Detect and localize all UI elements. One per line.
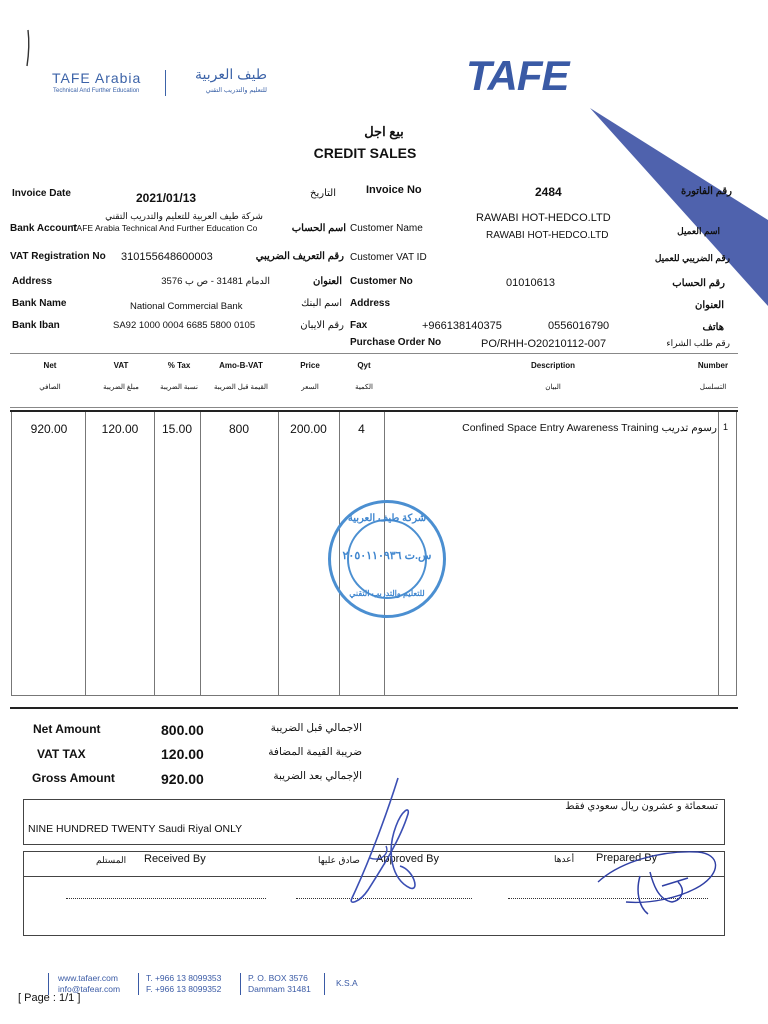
gross-amount-label: Gross Amount (32, 771, 115, 785)
row-amo: 800 (228, 422, 250, 436)
row-description: Confined Space Entry Awareness Training رسوم تدريب (462, 422, 717, 434)
col-header-description: Description البيان (530, 361, 575, 391)
logo-text-ar: طيف العربية (194, 66, 267, 82)
pen-mark (22, 28, 34, 68)
footer-email: info@tafear.com (58, 984, 121, 994)
bank-name-label: Bank Name (12, 298, 67, 309)
customer-no-ar: رقم الحساب (672, 278, 725, 289)
invoice-no: 2484 (535, 185, 562, 199)
customer-name-ar: اسم العميل (677, 226, 720, 236)
table-row (11, 422, 737, 440)
footer-tel: T. +966 13 8099353 (146, 973, 222, 983)
vat-tax-ar: ضريبة القيمة المضافة (268, 746, 362, 758)
vat-tax-value: 120.00 (161, 746, 204, 762)
address-value: الدمام 31481 - ص ب 3576 (161, 276, 270, 287)
logo-divider (165, 70, 166, 96)
row-vat: 120.00 (101, 422, 139, 436)
footer-pobox: P. O. BOX 3576 (248, 973, 308, 983)
prepared-by-ar: أعدها (554, 854, 575, 864)
customer-name-2: RAWABI HOT-HEDCO.LTD (486, 230, 609, 241)
stamp-text-middle: س.ت ٢٠٥٠١١٠٩٣٦ (342, 550, 432, 562)
vat-reg: 310155648600003 (121, 251, 213, 263)
logo-subtext-ar: للتعليم والتدريب التقني (205, 87, 267, 94)
totals-rule (10, 707, 738, 709)
bank-account-value: TAFE Arabia Technical And Further Education Co (72, 223, 258, 233)
bank-account-ar: اسم الحساب (291, 223, 346, 234)
received-by-label: Received By (144, 853, 206, 865)
bank-name-ar: اسم البنك (301, 298, 342, 309)
row-net: 920.00 (30, 422, 68, 436)
customer-name-label: Customer Name (350, 223, 423, 234)
po-number: PO/RHH-O20210112-007 (481, 338, 607, 350)
footer-country: K.S.A (336, 978, 358, 988)
col-header-qty: Qyt الكمية (355, 361, 373, 391)
iban-label: Bank Iban (12, 320, 60, 331)
gross-amount-value: 920.00 (161, 771, 204, 787)
bank-name: National Commercial Bank (130, 301, 243, 312)
invoice-no-ar: رقم الفاتورة (681, 186, 732, 197)
iban-ar: رقم الايبان (300, 320, 344, 331)
address2-label: Address (350, 298, 391, 309)
company-stamp (328, 500, 446, 618)
invoice-no-label: Invoice No (366, 184, 422, 196)
customer-name-1: RAWABI HOT-HEDCO.LTD (476, 212, 611, 224)
col-header-vat: VAT مبلغ الضريبة (103, 361, 139, 391)
address-label: Address (12, 276, 53, 287)
customer-vat-label: Customer VAT ID (350, 252, 427, 263)
approved-signature (330, 770, 440, 920)
gross-amount-ar: الإجمالي بعد الضريبة (273, 770, 362, 782)
address2-ar: العنوان (695, 300, 724, 311)
address-ar: العنوان (313, 276, 342, 287)
bank-account-ar-value: شركة طيف العربية للتعليم والتدريب التقني (105, 211, 263, 221)
po-label: Purchase Order No (350, 337, 442, 348)
table-header-rule (10, 407, 738, 408)
footer-fax: F. +966 13 8099352 (146, 984, 222, 994)
invoice-date: 2021/01/13 (136, 191, 197, 205)
fax: +966138140375 (422, 320, 502, 332)
table-top-rule (10, 353, 738, 354)
received-signature-line (66, 898, 266, 899)
prepared-by-label: Prepared By (596, 852, 658, 864)
net-amount-ar: الاجمالي قبل الضريبة (270, 722, 362, 734)
customer-no-label: Customer No (350, 276, 413, 287)
col-header-net: Net الصافي (39, 361, 61, 391)
bank-account-label: Bank Account (10, 223, 77, 234)
footer-city: Dammam 31481 (248, 984, 311, 994)
logo-text-en: TAFE Arabia (52, 70, 142, 86)
stamp-text-bottom: للتعليم والتدريب التقني (349, 589, 425, 598)
amount-words-en: NINE HUNDRED TWENTY Saudi Riyal ONLY (28, 823, 243, 835)
invoice-date-ar: التاريخ (310, 188, 336, 199)
row-tax: 15.00 (161, 422, 193, 436)
col-header-number: Number التسلسل (697, 361, 729, 391)
phone-ar: هاتف (702, 322, 724, 333)
row-price: 200.00 (290, 422, 327, 436)
col-header-amo: Amo-B-VAT القيمة قبل الضريبة (213, 361, 268, 391)
stamp-text-top: شركة طيف العربية (347, 513, 427, 524)
po-ar: رقم طلب الشراء (666, 338, 730, 348)
approved-by-ar: صادق عليها (318, 855, 360, 865)
phone: 0556016790 (548, 320, 610, 332)
brand-logo: TAFE (466, 52, 569, 99)
approved-by-label: Approved By (376, 853, 439, 865)
iban: SA92 1000 0004 6685 5800 0105 (113, 320, 256, 331)
page-title: CREDIT SALES (313, 145, 417, 161)
vat-tax-label: VAT TAX (37, 747, 86, 761)
net-amount-label: Net Amount (33, 722, 101, 736)
col-header-price: Price السعر (300, 361, 320, 391)
invoice-date-label: Invoice Date (12, 188, 71, 199)
col-header-tax: % Tax نسبة الضريبة (160, 361, 198, 391)
title-ar: بيع اجل (364, 124, 404, 139)
vat-reg-ar: رقم التعريف الضريبي (255, 251, 344, 262)
amount-words-ar: تسعمائة و عشرون ريال سعودي فقط (565, 801, 718, 812)
row-number: 1 (723, 422, 729, 432)
received-by-ar: المستلم (96, 855, 127, 865)
footer-web: www.tafaer.com (58, 973, 118, 983)
net-amount-value: 800.00 (161, 722, 204, 738)
row-qty: 4 (358, 422, 365, 436)
customer-no: 01010613 (506, 277, 555, 289)
logo-subtext-en: Technical And Further Education (53, 88, 140, 94)
fax-label: Fax (350, 320, 368, 331)
page-indicator: [ Page : 1/1 ] (18, 992, 81, 1004)
vat-reg-label: VAT Registration No (10, 251, 106, 262)
customer-vat-ar: رقم الضريبي للعميل (654, 253, 730, 263)
prepared-signature (590, 842, 725, 922)
